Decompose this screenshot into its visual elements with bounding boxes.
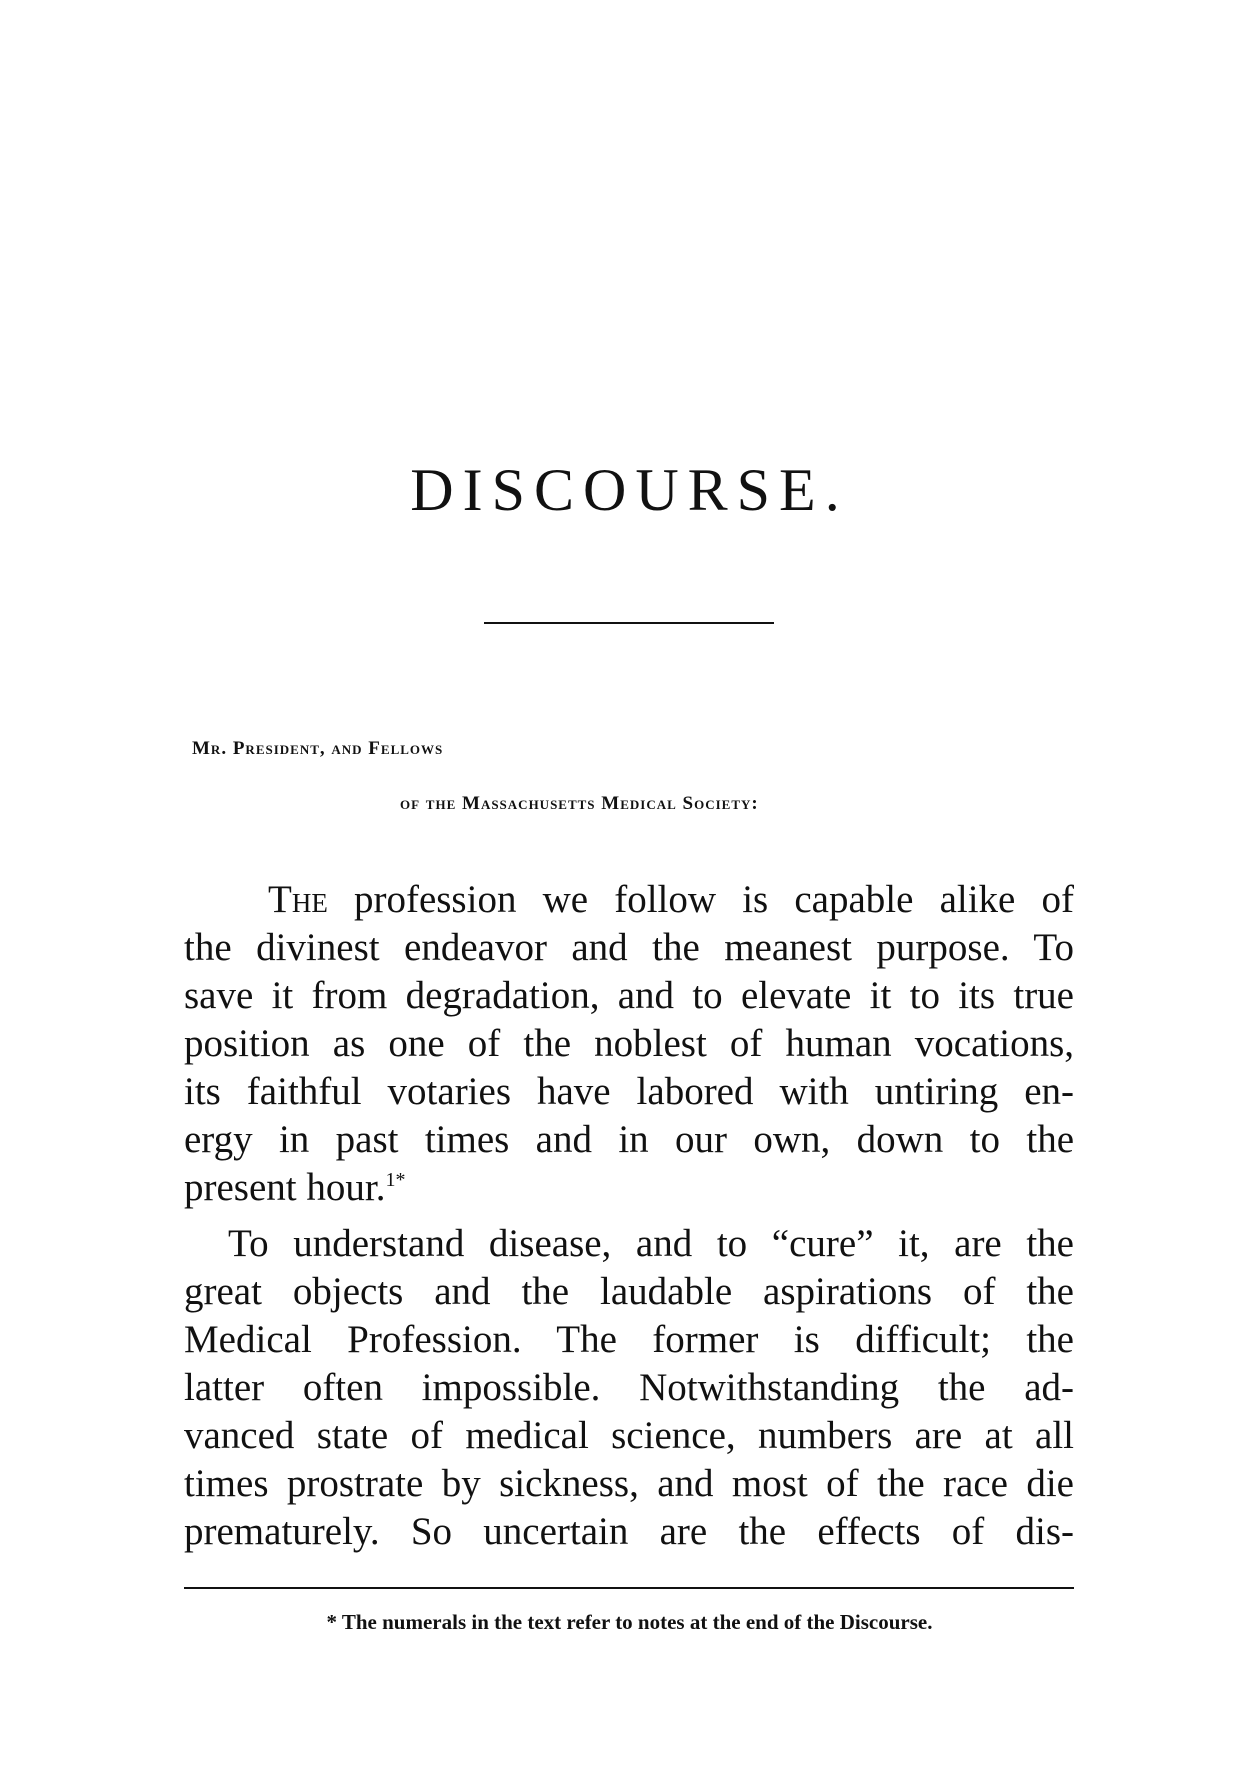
footnote-divider bbox=[184, 1587, 1074, 1589]
title-divider bbox=[484, 622, 774, 624]
opening-word: The bbox=[268, 878, 328, 921]
text-line: latter often impossible. Notwithstanding the ad- bbox=[184, 1366, 1074, 1409]
page-title: DISCOURSE. bbox=[410, 457, 849, 523]
text-line: present hour.$^{1*}$ bbox=[184, 1166, 406, 1209]
text-line: position as one of the noblest of human vocations, bbox=[184, 1022, 1074, 1065]
text-line: great objects and the laudable aspirations of the bbox=[184, 1270, 1074, 1313]
salutation-line-1: Mr. President, and Fellows bbox=[192, 738, 444, 759]
footnote: * The numerals in the text refer to notes at the end of the Discourse. bbox=[326, 1610, 933, 1634]
text-line: The profession we follow is capable alike of bbox=[268, 878, 1074, 921]
text-line: the divinest endeavor and the meanest purpose. To bbox=[184, 926, 1074, 969]
paragraph-2 bbox=[184, 1220, 1074, 1556]
text-line: times prostrate by sickness, and most of the race die bbox=[184, 1462, 1074, 1505]
paragraph-1 bbox=[184, 876, 1074, 1212]
note-reference: 1* bbox=[385, 1169, 406, 1191]
text-line: To understand disease, and to “cure” it, are the bbox=[228, 1222, 1074, 1265]
text-line: ergy in past times and in our own, down to the bbox=[184, 1118, 1074, 1161]
text-line: prematurely. So uncertain are the effects of dis- bbox=[184, 1510, 1074, 1553]
text-line: save it from degradation, and to elevate it to its true bbox=[184, 974, 1074, 1017]
text-line: Medical Profession. The former is difficult; the bbox=[184, 1318, 1074, 1361]
salutation-line-2: of the Massachusetts Medical Society: bbox=[400, 793, 759, 814]
text-line: its faithful votaries have labored with untiring en- bbox=[184, 1070, 1074, 1113]
text-line: vanced state of medical science, numbers are at all bbox=[184, 1414, 1074, 1457]
